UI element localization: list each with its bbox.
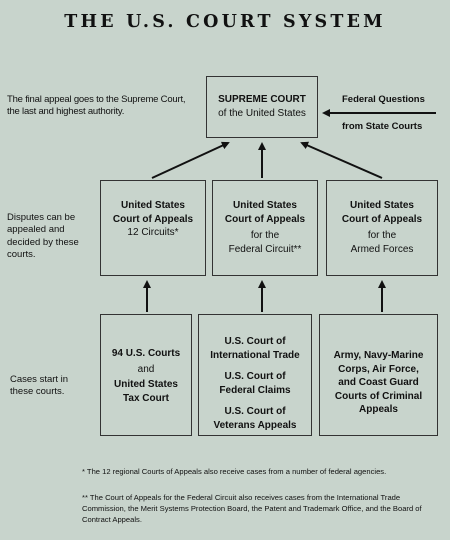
footnote-2: ** The Court of Appeals for the Federal Circuit also receives cases from the International Trade Commission, the Merit Systems Protection Board, the Patent and Trademark Office, and the Board of Contract Appeals. — [82, 493, 422, 524]
page-title: THE U.S. COURT SYSTEM — [64, 12, 386, 32]
intl-trade-line2: International Trade — [210, 349, 300, 361]
appeals-name-line1: United States — [121, 200, 185, 211]
intl-trade-line1: U.S. Court of — [224, 336, 286, 347]
appeals-right-to-supreme-arrow — [302, 143, 382, 178]
disputes-note: Disputes can be appealed and decided by these courts. — [7, 212, 79, 261]
appeals-name-line2: Court of Appeals — [112, 213, 194, 225]
military-line5: Appeals — [359, 404, 398, 415]
supreme-court-subtitle: of the United States — [218, 107, 306, 119]
appeals-sub-line1: 12 Circuits* — [127, 227, 179, 238]
supreme-court-title: SUPREME COURT — [218, 94, 306, 105]
veterans-appeals-line1: U.S. Court of — [224, 406, 286, 417]
district-courts-line: 94 U.S. Courts — [111, 348, 181, 359]
military-line3: and Coast Guard — [338, 377, 419, 388]
final-appeal-note: The final appeal goes to the Supreme Court, the last and highest authority. — [7, 94, 186, 118]
federal-questions-line2: from State Courts — [342, 121, 423, 132]
appeals-left-to-supreme-arrow — [152, 143, 228, 178]
federal-questions-line1: Federal Questions — [342, 94, 425, 105]
tax-court-line2: Tax Court — [123, 392, 169, 404]
footnote-1: * The 12 regional Courts of Appeals also receive cases from a number of federal agencies. — [82, 467, 387, 476]
appeals-sub-line2: Armed Forces — [350, 243, 414, 255]
appeals-sub-line1: for the — [250, 230, 280, 241]
appeals-name-line1: United States — [233, 200, 297, 211]
veterans-appeals-line2: Veterans Appeals — [213, 419, 297, 431]
federal-claims-line1: U.S. Court of — [224, 371, 286, 382]
cases-start-note: Cases start in these courts. — [10, 374, 69, 398]
military-line4: Courts of Criminal — [334, 390, 423, 402]
appeals-sub-line2: Federal Circuit** — [228, 243, 302, 255]
military-line2: Corps, Air Force, — [338, 363, 419, 375]
federal-claims-line2: Federal Claims — [219, 384, 291, 396]
appeals-name-line2: Court of Appeals — [341, 213, 423, 225]
military-line1: Army, Navy-Marine — [333, 350, 424, 361]
appeals-name-line1: United States — [350, 200, 414, 211]
district-courts-and: and — [137, 363, 155, 375]
appeals-name-line2: Court of Appeals — [224, 213, 306, 225]
appeals-sub-line1: for the — [367, 230, 397, 241]
tax-court-line1: United States — [114, 379, 178, 390]
